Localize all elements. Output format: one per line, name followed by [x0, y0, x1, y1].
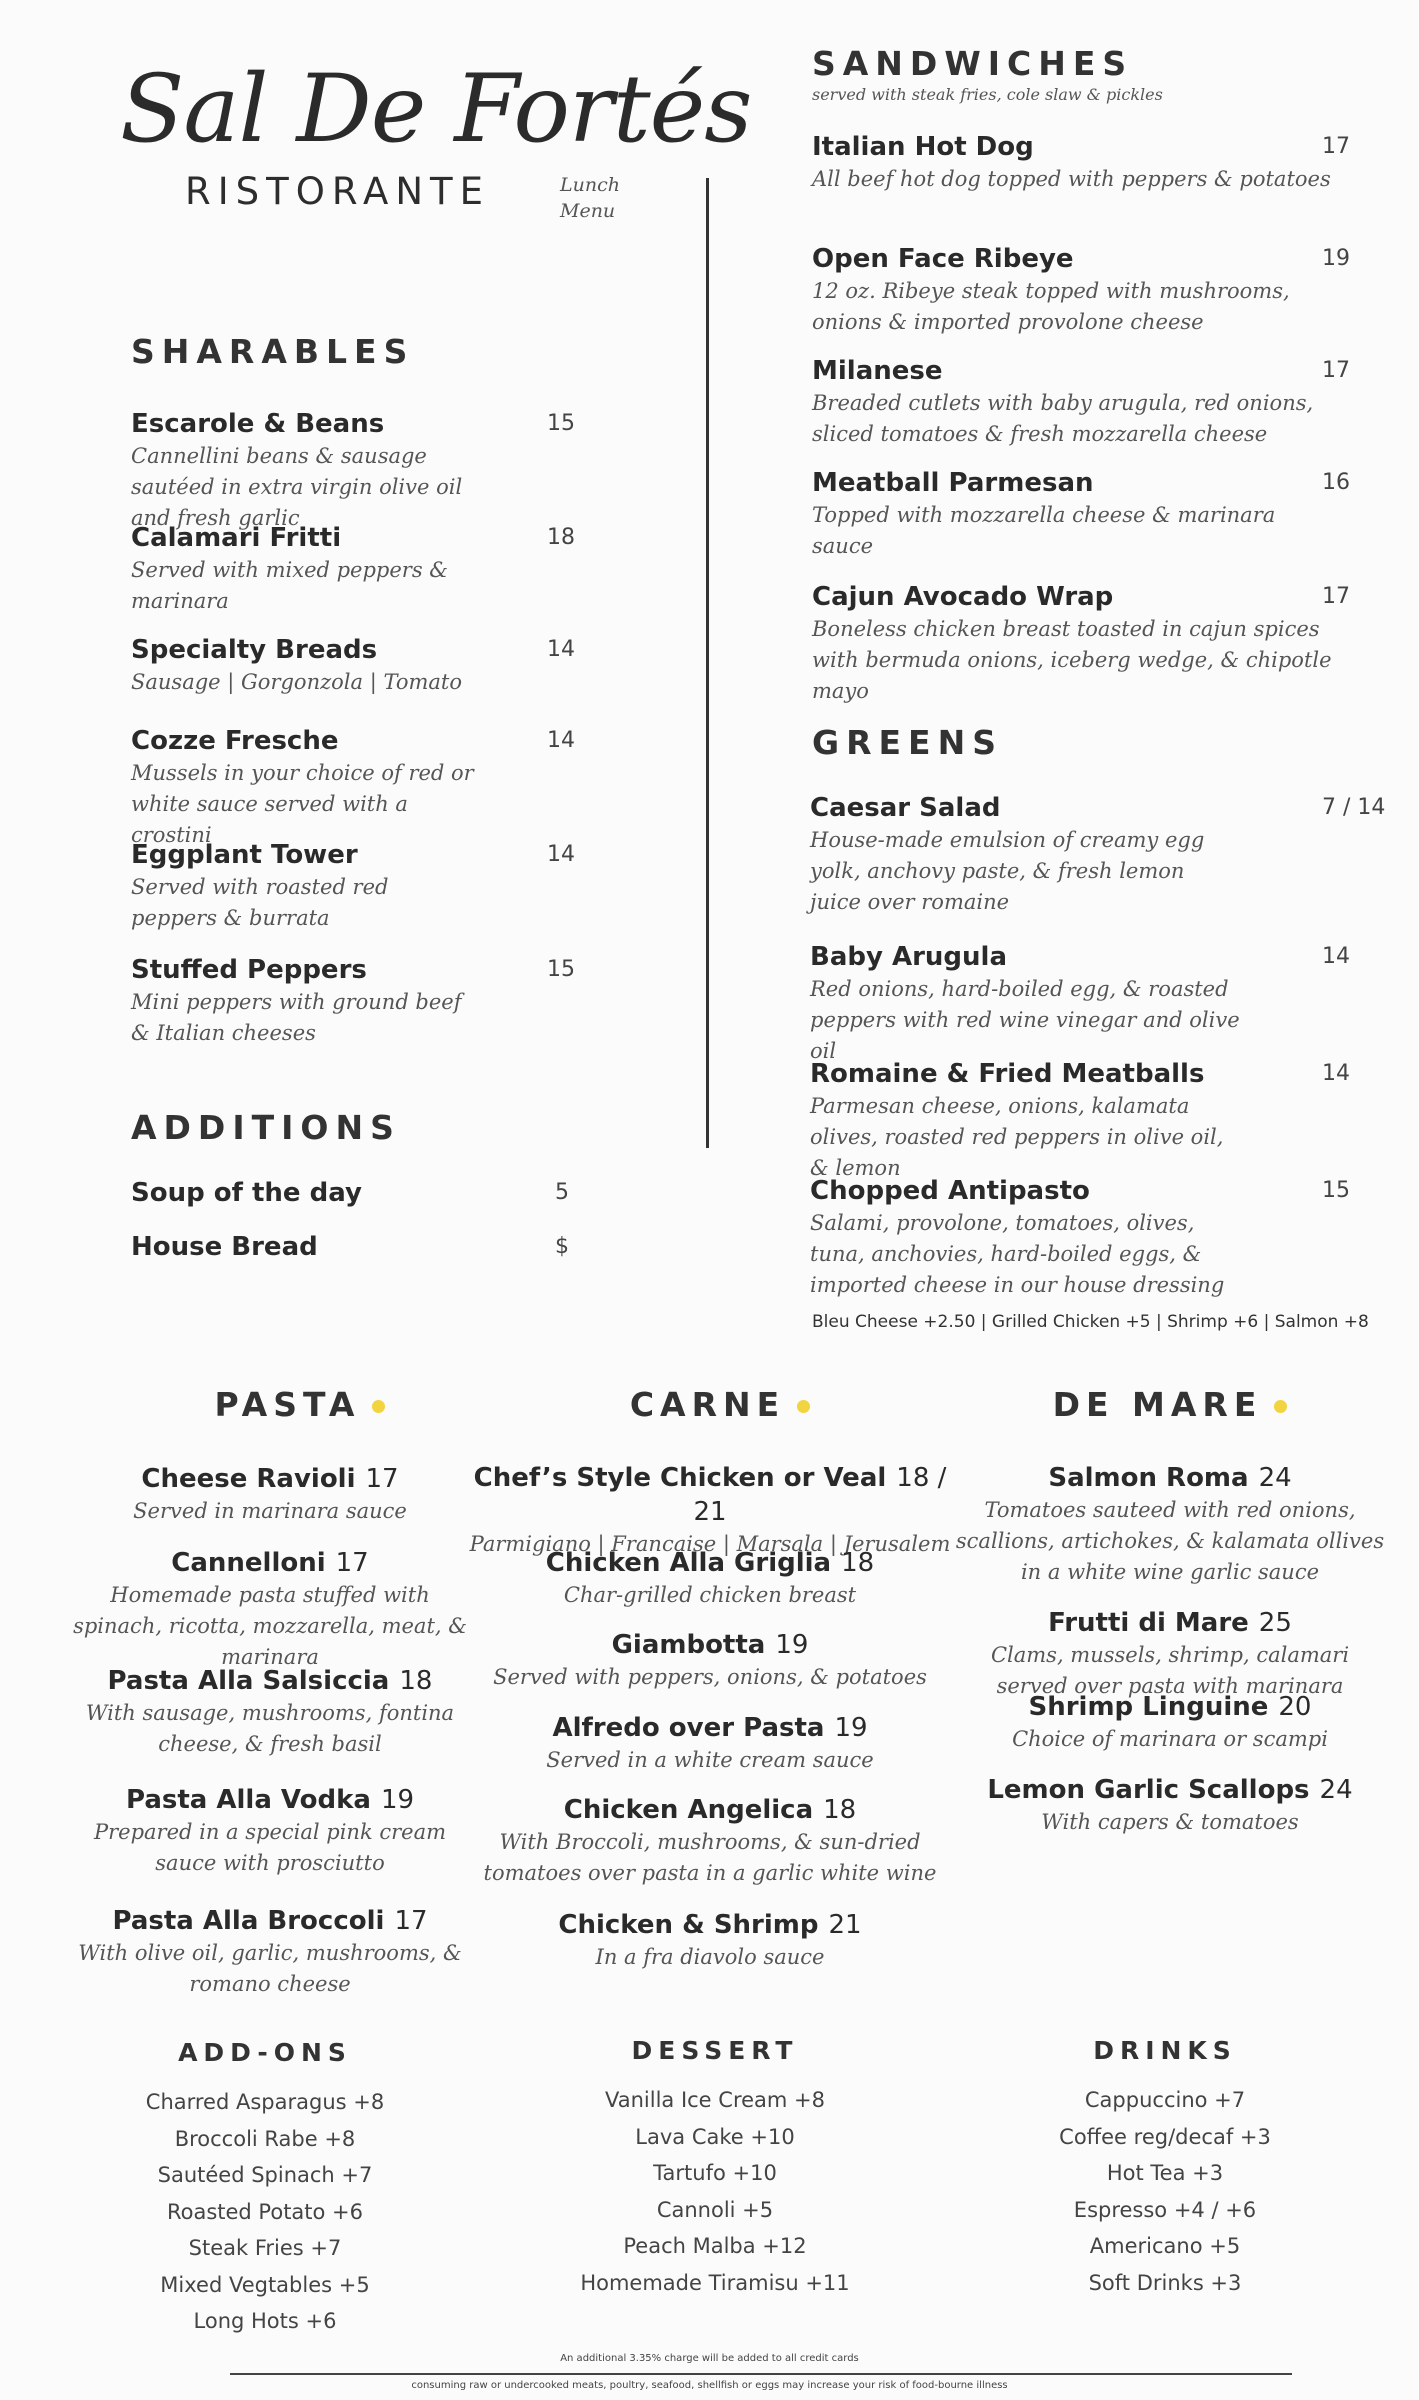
menu-item-title — [70, 1664, 470, 1698]
menu-item-price: 19 — [1322, 246, 1350, 271]
drinks-heading: DRINKS — [1093, 2036, 1237, 2065]
addons-heading: ADD-ONS — [178, 2038, 352, 2067]
menu-item-price: 20 — [1278, 1692, 1312, 1722]
menu-item — [70, 1904, 470, 2000]
menu-item — [131, 407, 481, 534]
pasta-heading: PASTA — [100, 1385, 500, 1424]
column-divider — [706, 178, 709, 1148]
menu-item — [812, 354, 1332, 450]
menu-item-description: Boneless chicken breast toasted in cajun spices with bermuda onions, iceberg wedge, & chipotle mayo — [812, 617, 1332, 703]
menu-item-price: 14 — [547, 637, 575, 662]
menu-item-name: Chef’s Style Chicken or Veal — [473, 1463, 887, 1493]
menu-item-description: House-made emulsion of creamy egg yolk, anchovy paste, & fresh lemon juice over romaine — [810, 828, 1205, 914]
menu-item-name: House Bread — [131, 1232, 318, 1262]
menu-item-price: 18 — [841, 1548, 875, 1578]
menu-item-description: All beef hot dog topped with peppers & potatoes — [812, 167, 1331, 191]
menu-item-price: 24 — [1319, 1775, 1353, 1805]
menu-item-price: 15 — [1322, 1178, 1350, 1203]
menu-item-description: Salami, provolone, tomatoes, olives, tuna, anchovies, hard-boiled eggs, & imported cheese in our house dressing — [810, 1211, 1225, 1297]
menu-item-description: With capers & tomatoes — [1041, 1810, 1299, 1834]
menu-item — [70, 1783, 470, 1879]
list-item: Steak Fries +7 — [188, 2236, 342, 2260]
menu-item-title — [460, 1711, 960, 1745]
additions-heading: ADDITIONS — [131, 1108, 401, 1147]
menu-item — [955, 1461, 1385, 1588]
menu-item-price: 16 — [1322, 470, 1350, 495]
menu-item-description: Red onions, hard-boiled egg, & roasted peppers with red wine vinegar and olive oil — [810, 977, 1240, 1063]
menu-item-name: Chicken Angelica — [563, 1795, 814, 1825]
menu-item-name: Caesar Salad — [810, 793, 1001, 823]
addons-list — [115, 2084, 415, 2340]
menu-item-title — [460, 1546, 960, 1580]
menu-item-title — [460, 1628, 960, 1662]
menu-item-price: 17 — [394, 1906, 428, 1936]
list-item: Homemade Tiramisu +11 — [580, 2270, 850, 2295]
restaurant-subtitle: RISTORANTE — [185, 170, 491, 213]
menu-item — [131, 1230, 481, 1264]
list-item: Peach Malba +12 — [623, 2234, 807, 2258]
menu-item — [131, 633, 481, 698]
menu-item — [131, 1176, 481, 1210]
menu-item-name: Milanese — [812, 356, 943, 386]
menu-item-name: Stuffed Peppers — [131, 955, 367, 985]
menu-item-price: 21 — [828, 1910, 862, 1940]
credit-card-surcharge-note: An additional 3.35% charge will be added to all credit cards — [560, 2353, 859, 2364]
menu-item-name: Cheese Ravioli — [141, 1464, 356, 1494]
drinks-list — [1015, 2082, 1315, 2301]
menu-item-title — [460, 1793, 960, 1827]
menu-item — [460, 1628, 960, 1693]
menu-item-name: Salmon Roma — [1048, 1463, 1249, 1493]
menu-item-name: Escarole & Beans — [131, 409, 385, 439]
menu-item — [955, 1773, 1385, 1838]
list-item: Hot Tea +3 — [1106, 2161, 1224, 2185]
menu-item-price: 19 — [380, 1785, 415, 1815]
menu-item-price: 17 — [1322, 134, 1350, 159]
menu-item-price: 18 — [547, 525, 575, 550]
list-item: Charred Asparagus +8 — [145, 2090, 385, 2114]
menu-item — [131, 521, 481, 617]
footer-divider — [230, 2373, 1292, 2375]
menu-item-name: Pasta Alla Broccoli — [112, 1906, 385, 1936]
menu-item-name: Eggplant Tower — [131, 840, 358, 870]
dessert-heading: DESSERT — [631, 2036, 799, 2065]
menu-item-description: Served in marinara sauce — [133, 1499, 407, 1523]
menu-item-name: Specialty Breads — [131, 635, 378, 665]
menu-item-title — [70, 1904, 470, 1938]
menu-item-name: Pasta Alla Vodka — [125, 1785, 371, 1815]
menu-item — [810, 1174, 1240, 1301]
food-safety-warning: consuming raw or undercooked meats, poultry, seafood, shellfish or eggs may increase your risk of food-bourne illness — [411, 2380, 1008, 2391]
sharables-heading: SHARABLES — [131, 332, 415, 371]
list-item: Mixed Vegtables +5 — [160, 2272, 370, 2297]
menu-item-name: Shrimp Linguine — [1028, 1692, 1269, 1722]
menu-item-description: In a fra diavolo sauce — [595, 1945, 825, 1969]
menu-item-name: Chicken & Shrimp — [558, 1910, 819, 1940]
menu-item-price: 18 / 21 — [693, 1463, 947, 1527]
menu-item — [812, 242, 1332, 338]
menu-item-description: Choice of marinara or scampi — [1012, 1727, 1328, 1751]
menu-item-name: Cajun Avocado Wrap — [812, 582, 1114, 612]
menu-item-name: Open Face Ribeye — [812, 244, 1074, 274]
menu-item-price: 7 / 14 — [1322, 795, 1386, 820]
menu-item-price: 18 — [823, 1795, 857, 1825]
menu-item-title — [955, 1461, 1385, 1495]
menu-item-description: Served with roasted red peppers & burrata — [131, 875, 389, 930]
menu-item-price: $ — [555, 1234, 569, 1259]
menu-item-name: Cozze Fresche — [131, 726, 339, 756]
menu-item-title — [955, 1690, 1385, 1724]
menu-item-name: Chopped Antipasto — [810, 1176, 1090, 1206]
list-item: Espresso +4 / +6 — [1073, 2197, 1257, 2222]
menu-item-description: Homemade pasta stuffed with spinach, ricotta, mozzarella, meat, & marinara — [73, 1583, 467, 1669]
menu-item-description: Tomatoes sauteed with red onions, scallions, artichokes, & kalamata ollives in a white wine garlic sauce — [955, 1498, 1385, 1584]
menu-item-description: With Broccoli, mushrooms, & sun-dried tomatoes over pasta in a garlic white wine — [483, 1830, 937, 1885]
greens-extras: Bleu Cheese +2.50 | Grilled Chicken +5 | Shrimp +6 | Salmon +8 — [812, 1312, 1369, 1332]
menu-item-name: Giambotta — [611, 1630, 766, 1660]
menu-item-name: Pasta Alla Salsiccia — [107, 1666, 390, 1696]
menu-item — [810, 1057, 1240, 1184]
menu-item-description: Char-grilled chicken breast — [563, 1583, 857, 1607]
sandwiches-heading: SANDWICHES — [812, 44, 1134, 83]
menu-item-price: 14 — [1322, 944, 1350, 969]
menu-item-title — [70, 1783, 470, 1817]
menu-item-description: Prepared in a special pink cream sauce with prosciutto — [93, 1820, 447, 1875]
menu-item-price: 15 — [547, 411, 575, 436]
menu-item-name: Cannelloni — [171, 1548, 326, 1578]
sandwiches-subtitle: served with steak fries, cole slaw & pickles — [812, 85, 1163, 104]
menu-item-price: 19 — [775, 1630, 809, 1660]
menu-item — [460, 1908, 960, 1973]
menu-item — [131, 838, 481, 934]
list-item: Americano +5 — [1089, 2234, 1241, 2258]
menu-item-description: Served with peppers, onions, & potatoes — [493, 1665, 927, 1689]
menu-item-description: With olive oil, garlic, mushrooms, & romano cheese — [78, 1941, 462, 1996]
menu-item — [810, 940, 1240, 1067]
accent-dot — [372, 1400, 385, 1413]
menu-item-description: Parmigiano | Francaise | Marsala | Jerusalem — [469, 1532, 951, 1556]
menu-item-description: Parmesan cheese, onions, kalamata olives, roasted red peppers in olive oil, & lemon — [810, 1094, 1224, 1180]
menu-item — [812, 130, 1332, 195]
menu-item-name: Meatball Parmesan — [812, 468, 1094, 498]
restaurant-logo — [120, 55, 752, 255]
menu-item-price: 17 — [365, 1464, 399, 1494]
list-item: Tartufo +10 — [653, 2161, 777, 2185]
list-item: Broccoli Rabe +8 — [174, 2126, 356, 2151]
menu-item-name: Chicken Alla Griglia — [545, 1548, 832, 1578]
menu-item-name: Lemon Garlic Scallops — [987, 1775, 1310, 1805]
menu-item — [70, 1664, 470, 1760]
greens-heading: GREENS — [812, 723, 1003, 762]
menu-item-price: 19 — [834, 1713, 868, 1743]
menu-item-title — [460, 1908, 960, 1942]
menu-item — [812, 466, 1332, 562]
menu-item-description: Mussels in your choice of red or white sauce served with a crostini — [131, 761, 474, 847]
menu-item — [460, 1793, 960, 1889]
mare-heading: DE MARE — [970, 1385, 1370, 1424]
list-item: Vanilla Ice Cream +8 — [604, 2088, 825, 2112]
menu-item-description: Sausage | Gorgonzola | Tomato — [131, 670, 462, 694]
menu-item — [460, 1546, 960, 1611]
menu-item — [70, 1462, 470, 1527]
menu-item-price: 15 — [547, 957, 575, 982]
menu-item-title — [955, 1773, 1385, 1807]
menu-item-price: 17 — [335, 1548, 369, 1578]
menu-item — [955, 1690, 1385, 1755]
menu-item-name: Romaine & Fried Meatballs — [810, 1059, 1205, 1089]
menu-item-description: Cannellini beans & sausage sautéed in extra virgin olive oil and fresh garlic — [131, 444, 463, 530]
menu-item — [131, 953, 481, 1049]
menu-item-description: With sausage, mushrooms, fontina cheese, & fresh basil — [85, 1701, 455, 1756]
menu-item-name: Calamari Fritti — [131, 523, 342, 553]
menu-item-description: Mini peppers with ground beef & Italian cheeses — [131, 990, 462, 1045]
menu-item-description: 12 oz. Ribeye steak topped with mushrooms, onions & imported provolone cheese — [812, 279, 1290, 334]
menu-item-price: 25 — [1258, 1608, 1292, 1638]
menu-item-description: Served in a white cream sauce — [546, 1748, 874, 1772]
menu-item-name: Alfredo over Pasta — [552, 1713, 825, 1743]
menu-item-name: Soup of the day — [131, 1178, 362, 1208]
menu-item-name: Frutti di Mare — [1048, 1608, 1249, 1638]
list-item: Lava Cake +10 — [635, 2124, 795, 2149]
menu-item-price: 14 — [1322, 1061, 1350, 1086]
accent-dot — [1274, 1400, 1287, 1413]
menu-type-note: Lunch Menu — [560, 174, 620, 222]
menu-item-price: 14 — [547, 728, 575, 753]
list-item: Sautéed Spinach +7 — [157, 2163, 373, 2187]
menu-item-description: Breaded cutlets with baby arugula, red onions, sliced tomatoes & fresh mozzarella cheese — [812, 391, 1314, 446]
menu-item-title — [70, 1546, 470, 1580]
menu-item — [70, 1546, 470, 1673]
list-item: Soft Drinks +3 — [1088, 2270, 1242, 2295]
menu-item-description: Topped with mozzarella cheese & marinara sauce — [812, 503, 1276, 558]
dessert-list — [565, 2082, 865, 2301]
menu-item-description: Served with mixed peppers & marinara — [131, 558, 448, 613]
list-item: Cannoli +5 — [656, 2197, 774, 2222]
menu-item-title — [955, 1606, 1385, 1640]
menu-item — [460, 1711, 960, 1776]
list-item: Long Hots +6 — [193, 2309, 337, 2333]
menu-item-price: 24 — [1258, 1463, 1292, 1493]
accent-dot — [797, 1400, 810, 1413]
menu-item — [810, 791, 1240, 918]
menu-item-price: 14 — [547, 842, 575, 867]
menu-item-name: Baby Arugula — [810, 942, 1008, 972]
restaurant-name: Sal De Fortés — [120, 55, 752, 164]
list-item: Coffee reg/decaf +3 — [1059, 2124, 1271, 2149]
menu-item-price: 5 — [555, 1180, 569, 1205]
menu-item — [812, 580, 1332, 707]
menu-item-title — [460, 1461, 960, 1529]
list-item: Roasted Potato +6 — [166, 2199, 364, 2224]
menu-item-title — [70, 1462, 470, 1496]
menu-item — [131, 724, 481, 851]
menu-item-description: Clams, mussels, shrimp, calamari served over pasta with marinara — [990, 1643, 1350, 1698]
menu-item-price: 17 — [1322, 358, 1350, 383]
menu-item-name: Italian Hot Dog — [812, 132, 1034, 162]
menu-item-price: 18 — [399, 1666, 433, 1696]
carne-heading: CARNE — [520, 1385, 920, 1424]
menu-item — [955, 1606, 1385, 1702]
list-item: Cappuccino +7 — [1084, 2088, 1246, 2112]
menu-item-price: 17 — [1322, 584, 1350, 609]
